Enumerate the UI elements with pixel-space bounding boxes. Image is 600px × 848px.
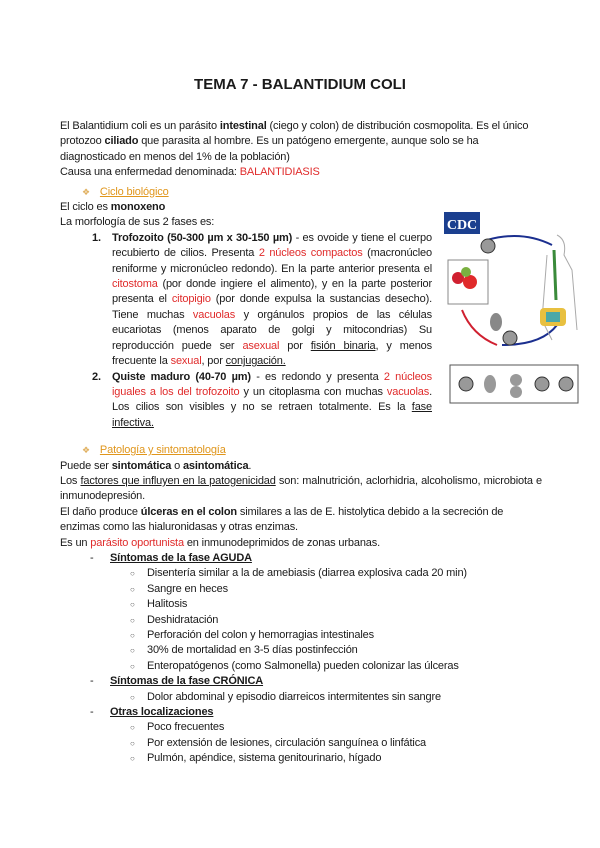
circle-bullet-icon: ○	[130, 754, 135, 764]
symptom-group-title	[90, 705, 542, 720]
group-title: Síntomas de la fase CRÓNICA	[110, 675, 264, 688]
dash-bullet: -	[90, 551, 94, 564]
list-item-text: Deshidratación	[147, 613, 219, 626]
symptom-group-title	[90, 551, 542, 566]
circle-bullet-icon: ○	[130, 615, 135, 625]
list-item	[130, 628, 542, 643]
diamond-bullet-icon: ❖	[82, 186, 90, 197]
pato-line-4: Es un parásito oportunista en inmunodeprimidos de zonas urbanas.	[60, 536, 381, 549]
symptom-group-title	[90, 674, 542, 689]
symptom-groups	[60, 551, 542, 767]
page-title: TEMA 7 - BALANTIDIUM COLI	[194, 76, 406, 93]
circle-bullet-icon: ○	[130, 646, 135, 656]
list-item	[130, 566, 542, 581]
list-item-text: Perforación del colon y hemorragias intestinales	[147, 629, 374, 641]
circle-bullet-icon: ○	[130, 631, 135, 640]
group-title: Otras localizaciones	[110, 706, 214, 719]
circle-bullet-icon: ○	[130, 738, 135, 748]
list-item-text: Por extensión de lesiones, circulación sanguínea o linfática	[147, 736, 427, 749]
ciclo-line: El ciclo es monoxeno	[60, 201, 166, 214]
list-item-text: Enteropatógenos (como Salmonella) pueden colonizar las úlceras	[147, 659, 459, 672]
cdc-logo-text: CDC	[446, 218, 478, 233]
circle-bullet-icon: ○	[130, 661, 135, 671]
list-item	[130, 597, 542, 612]
list-item	[130, 720, 542, 735]
list-item: 1. Trofozoito (50-300 µm x 30-150 µm) - es ovoide y tiene el cuerpo recubierto de cilios. Presenta 2 núcleos compactos (macronúcleo reniforme y micronúcleo redondo). En la parte anterior presenta el citostoma (por donde ingiere el alimento), y en la parte posterior presenta el citopigio (por donde expulsa la sustancias desecho). Tiene muchas vacuolas y orgánulos propios de las células eucariotas (menos aparato de golgi y mitocondrias) Su reproducción puede ser asexual por fisión binaria, y menos frecuente la sexual, por conjugación.	[92, 231, 432, 368]
list-item	[130, 582, 542, 597]
circle-bullet-icon: ○	[130, 692, 135, 702]
phases-list	[60, 231, 432, 431]
circle-bullet-icon: ○	[130, 600, 135, 610]
list-item	[130, 613, 542, 628]
circle-bullet-icon: ○	[130, 723, 135, 733]
list-item-text: 30% de mortalidad en 3-5 días postinfección	[147, 644, 358, 657]
list-item	[130, 659, 542, 674]
list-item-text: Sangre en heces	[147, 582, 228, 595]
disease-line: Causa una enfermedad denominada: BALANTIDIASIS	[60, 166, 320, 179]
pato-line-2: Los factores que influyen en la patogenicidad son: malnutrición, aclorhidria, alcoholismo, microbiota e inmunodepresión.	[60, 474, 542, 503]
list-item-text: Dolor abdominal y episodio diarreicos intermitentes sin sangre	[147, 690, 441, 703]
list-item	[130, 643, 542, 658]
group-title: Síntomas de la fase AGUDA	[110, 551, 252, 564]
circle-bullet-icon: ○	[130, 569, 135, 579]
list-item	[130, 690, 542, 705]
life-cycle-figure	[442, 210, 582, 406]
intro-paragraph: El Balantidium coli es un parásito intestinal (ciego y colon) de distribución cosmopolita. Es el único protozoo ciliado que parasita al hombre. Es un patógeno emergente, aunque solo se ha diagnosticado en menos del 1% de la población)	[60, 120, 529, 163]
list-item: 2. Quiste maduro (40-70 µm) - es redondo y presenta 2 núcleos iguales a los del trofozoito y un citoplasma con muchas vacuolas. Los cilios son visibles y no se retraen totalmente. Es la fase infectiva.	[92, 370, 432, 429]
pato-line-3: El daño produce úlceras en el colon similares a las de E. histolytica debido a la secreción de enzimas como las hialuronidasas y otras enzimas.	[60, 505, 504, 534]
section-heading-patologia: ❖ Patología y sintomatología	[82, 443, 542, 458]
list-item-text: Poco frecuentes	[147, 721, 225, 734]
list-item	[130, 751, 542, 766]
pato-line-1: Puede ser sintomática o asintomática.	[60, 459, 252, 472]
diamond-bullet-icon: ❖	[82, 445, 90, 456]
dash-bullet: -	[90, 675, 94, 688]
section-heading-ciclo: ❖ Ciclo biológico	[82, 185, 542, 200]
list-item-text: Halitosis	[147, 598, 188, 611]
list-item	[130, 736, 542, 751]
list-item-text: Disentería similar a la de amebiasis (diarrea explosiva cada 20 min)	[147, 567, 467, 580]
morfologia-line: La morfología de sus 2 fases es:	[60, 216, 215, 229]
circle-bullet-icon: ○	[130, 584, 135, 594]
list-item-text: Pulmón, apéndice, sistema genitourinario, hígado	[147, 752, 382, 765]
dash-bullet: -	[90, 706, 94, 719]
